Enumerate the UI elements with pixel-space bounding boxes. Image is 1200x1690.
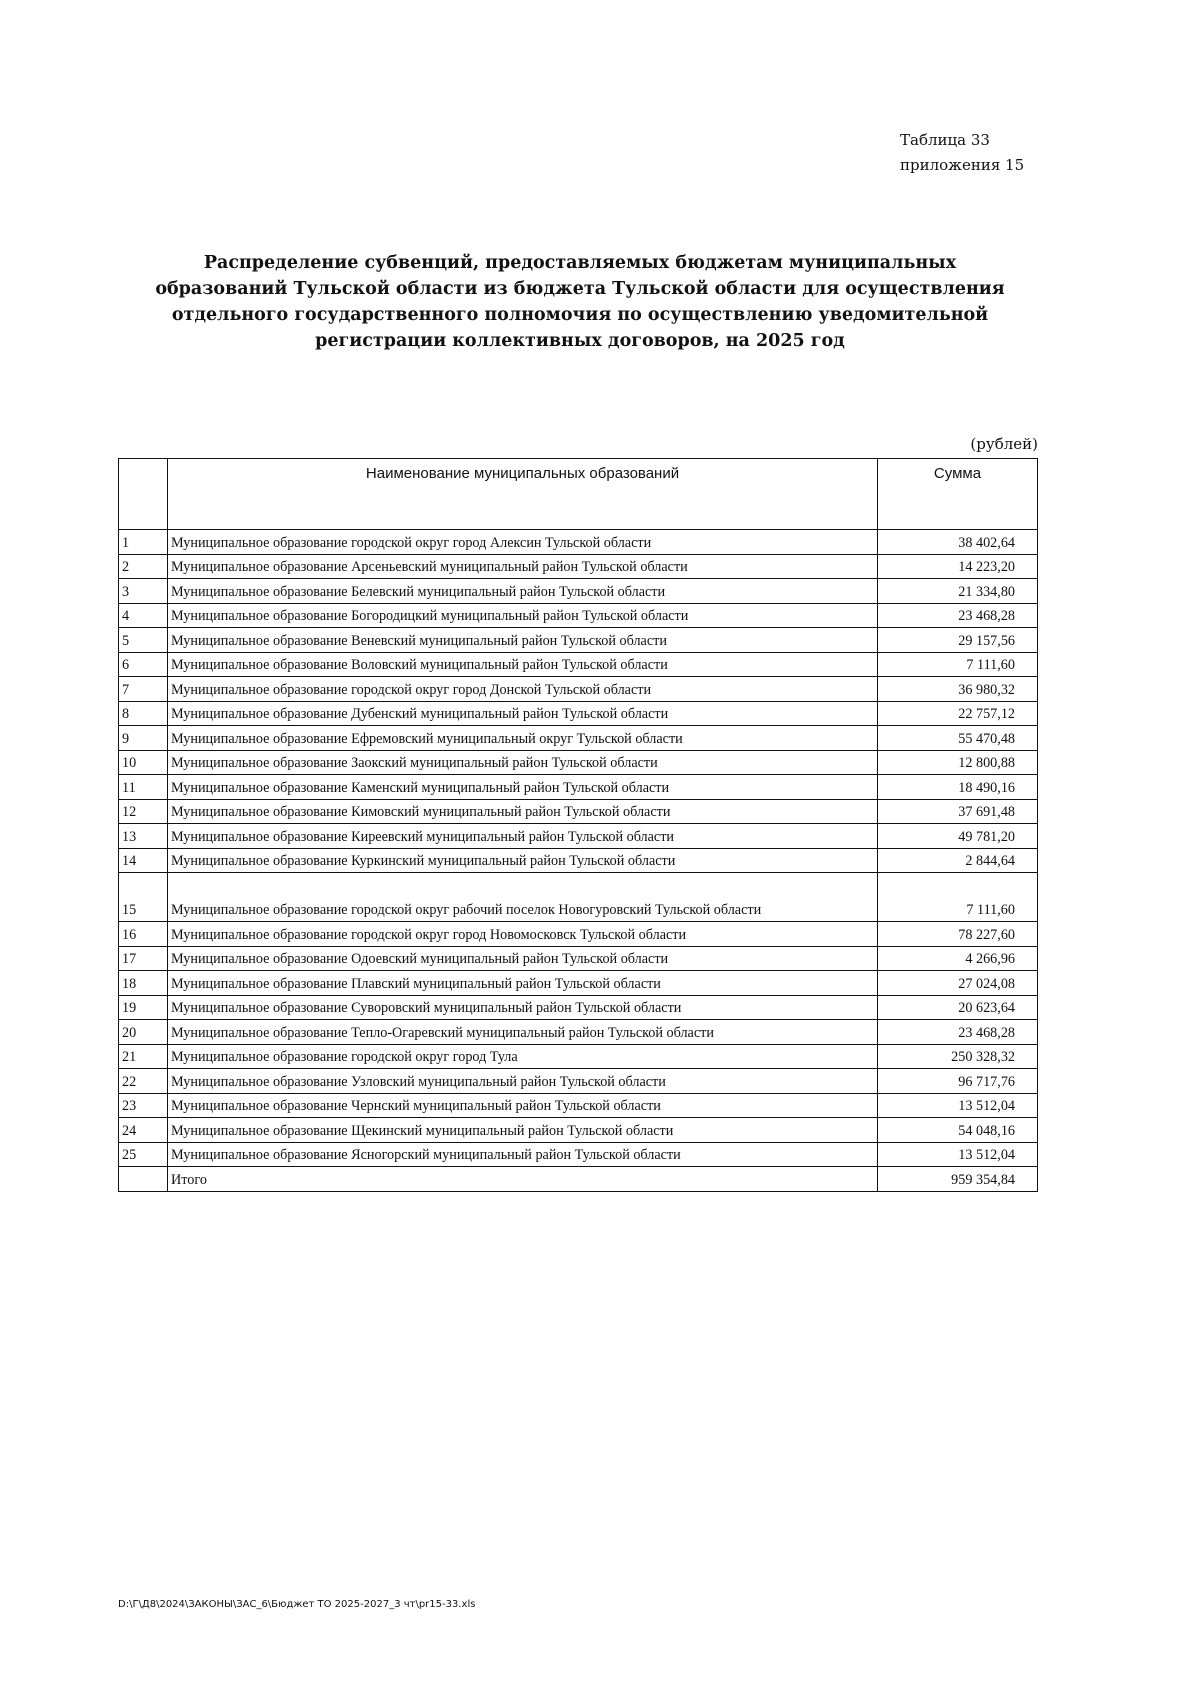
row-name: Муниципальное образование Кимовский муниципальный район Тульской области [168, 799, 878, 824]
row-sum: 23 468,28 [878, 603, 1038, 628]
table-row [119, 971, 1038, 996]
table-header-row [119, 459, 1038, 530]
table-row [119, 946, 1038, 971]
table-row [119, 922, 1038, 947]
row-name: Муниципальное образование Ефремовский муниципальный округ Тульской области [168, 726, 878, 751]
row-sum: 29 157,56 [878, 628, 1038, 653]
row-number: 22 [119, 1069, 168, 1094]
row-name: Муниципальное образование Тепло-Огаревский муниципальный район Тульской области [168, 1020, 878, 1045]
table-row [119, 1069, 1038, 1094]
row-sum: 54 048,16 [878, 1118, 1038, 1143]
table-row [119, 726, 1038, 751]
row-name: Муниципальное образование Богородицкий муниципальный район Тульской области [168, 603, 878, 628]
table-body [119, 530, 1038, 1192]
row-sum: 13 512,04 [878, 1142, 1038, 1167]
table-row [119, 652, 1038, 677]
appendix-number: приложения 15 [900, 156, 1025, 174]
units-label: (рублей) [970, 435, 1038, 453]
row-name: Муниципальное образование Киреевский муниципальный район Тульской области [168, 824, 878, 849]
table-row [119, 775, 1038, 800]
table-row [119, 750, 1038, 775]
row-name: Муниципальное образование Одоевский муниципальный район Тульской области [168, 946, 878, 971]
row-sum: 36 980,32 [878, 677, 1038, 702]
row-number: 20 [119, 1020, 168, 1045]
file-path: D:\Г\Д8\2024\ЗАКОНЫ\ЗАС_6\Бюджет ТО 2025-2027_3 чт\pr15-33.xls [118, 1599, 476, 1610]
table-row [119, 603, 1038, 628]
table-row [119, 530, 1038, 555]
row-number: 12 [119, 799, 168, 824]
table-row [119, 554, 1038, 579]
row-name: Муниципальное образование Белевский муниципальный район Тульской области [168, 579, 878, 604]
row-sum: 22 757,12 [878, 701, 1038, 726]
row-sum: 12 800,88 [878, 750, 1038, 775]
row-name: Муниципальное образование городской округ рабочий поселок Новогуровский Тульской области [168, 873, 878, 922]
row-number: 24 [119, 1118, 168, 1143]
row-name: Муниципальное образование городской округ город Донской Тульской области [168, 677, 878, 702]
row-number: 23 [119, 1093, 168, 1118]
table-row [119, 1093, 1038, 1118]
table-row [119, 848, 1038, 873]
row-sum: 14 223,20 [878, 554, 1038, 579]
header-sum: Сумма [878, 459, 1038, 530]
total-number [119, 1167, 168, 1192]
row-name: Муниципальное образование городской округ город Тула [168, 1044, 878, 1069]
row-name: Муниципальное образование Щекинский муниципальный район Тульской области [168, 1118, 878, 1143]
row-number: 5 [119, 628, 168, 653]
table-reference [900, 128, 1024, 178]
row-name: Муниципальное образование городской округ город Новомосковск Тульской области [168, 922, 878, 947]
table-row [119, 677, 1038, 702]
subvention-table [118, 458, 1038, 1192]
row-number: 2 [119, 554, 168, 579]
row-number: 1 [119, 530, 168, 555]
row-number: 25 [119, 1142, 168, 1167]
row-sum: 2 844,64 [878, 848, 1038, 873]
row-sum: 27 024,08 [878, 971, 1038, 996]
row-name: Муниципальное образование Арсеньевский муниципальный район Тульской области [168, 554, 878, 579]
row-number: 13 [119, 824, 168, 849]
row-sum: 7 111,60 [878, 873, 1038, 922]
table-row [119, 799, 1038, 824]
row-name: Муниципальное образование Чернский муниципальный район Тульской области [168, 1093, 878, 1118]
table-row [119, 824, 1038, 849]
row-number: 17 [119, 946, 168, 971]
row-number: 3 [119, 579, 168, 604]
table-row [119, 1118, 1038, 1143]
row-number: 10 [119, 750, 168, 775]
row-sum: 13 512,04 [878, 1093, 1038, 1118]
row-sum: 38 402,64 [878, 530, 1038, 555]
document-title: Распределение субвенций, предоставляемых бюджетам муниципальных образований Тульской области из бюджета Тульской области для осуществления отдельного государственного полномочия по осуществлению уведомительной регистрации коллективных договоров, на 2025 год [155, 253, 1005, 351]
header-number [119, 459, 168, 530]
table-row [119, 1044, 1038, 1069]
row-name: Муниципальное образование Суворовский муниципальный район Тульской области [168, 995, 878, 1020]
row-sum: 7 111,60 [878, 652, 1038, 677]
row-number: 19 [119, 995, 168, 1020]
row-name: Муниципальное образование Плавский муниципальный район Тульской области [168, 971, 878, 996]
table-row [119, 873, 1038, 922]
row-sum: 37 691,48 [878, 799, 1038, 824]
row-number: 11 [119, 775, 168, 800]
row-sum: 18 490,16 [878, 775, 1038, 800]
header-name: Наименование муниципальных образований [168, 459, 878, 530]
row-name: Муниципальное образование Дубенский муниципальный район Тульской области [168, 701, 878, 726]
row-name: Муниципальное образование Заокский муниципальный район Тульской области [168, 750, 878, 775]
row-number: 16 [119, 922, 168, 947]
row-name: Муниципальное образование Куркинский муниципальный район Тульской области [168, 848, 878, 873]
row-sum: 55 470,48 [878, 726, 1038, 751]
row-sum: 250 328,32 [878, 1044, 1038, 1069]
row-sum: 96 717,76 [878, 1069, 1038, 1094]
row-number: 18 [119, 971, 168, 996]
row-number: 14 [119, 848, 168, 873]
row-sum: 21 334,80 [878, 579, 1038, 604]
row-name: Муниципальное образование городской округ город Алексин Тульской области [168, 530, 878, 555]
table-row [119, 579, 1038, 604]
row-number: 6 [119, 652, 168, 677]
row-number: 15 [119, 873, 168, 922]
table-row [119, 701, 1038, 726]
total-row [119, 1167, 1038, 1192]
table-row [119, 1020, 1038, 1045]
row-number: 9 [119, 726, 168, 751]
row-name: Муниципальное образование Ясногорский муниципальный район Тульской области [168, 1142, 878, 1167]
row-name: Муниципальное образование Узловский муниципальный район Тульской области [168, 1069, 878, 1094]
row-name: Муниципальное образование Веневский муниципальный район Тульской области [168, 628, 878, 653]
table-row [119, 1142, 1038, 1167]
row-number: 21 [119, 1044, 168, 1069]
total-sum: 959 354,84 [878, 1167, 1038, 1192]
row-name: Муниципальное образование Каменский муниципальный район Тульской области [168, 775, 878, 800]
row-number: 7 [119, 677, 168, 702]
row-name: Муниципальное образование Воловский муниципальный район Тульской области [168, 652, 878, 677]
row-sum: 20 623,64 [878, 995, 1038, 1020]
row-sum: 23 468,28 [878, 1020, 1038, 1045]
table-row [119, 995, 1038, 1020]
row-sum: 49 781,20 [878, 824, 1038, 849]
row-sum: 4 266,96 [878, 946, 1038, 971]
table-row [119, 628, 1038, 653]
row-number: 4 [119, 603, 168, 628]
row-sum: 78 227,60 [878, 922, 1038, 947]
row-number: 8 [119, 701, 168, 726]
total-label: Итого [168, 1167, 878, 1192]
table-number: Таблица 33 [900, 131, 990, 149]
